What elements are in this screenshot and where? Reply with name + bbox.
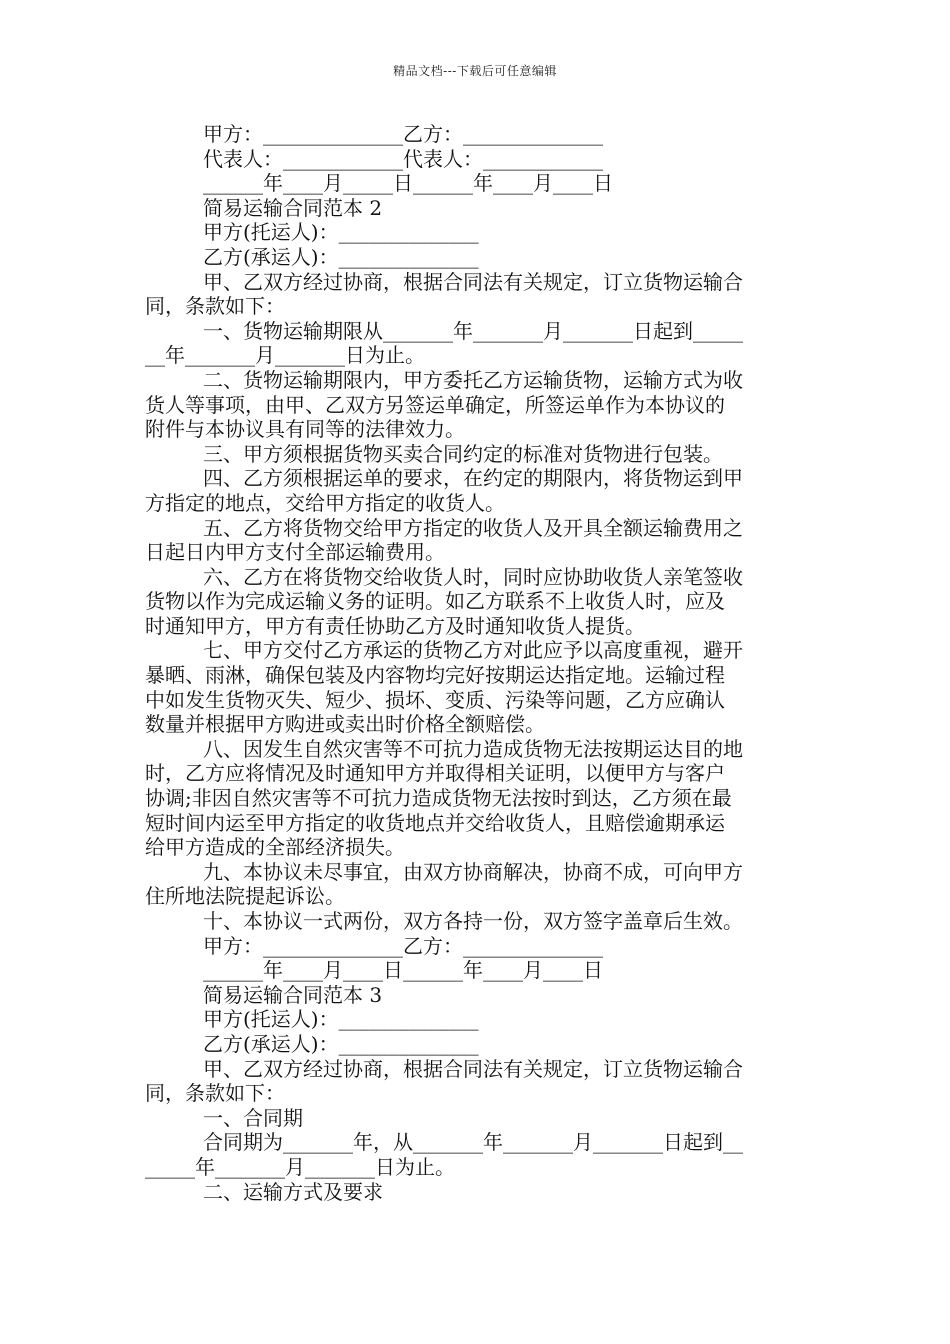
text-line: ______年____月____日______年____月____日 xyxy=(203,958,603,983)
text-line: 十、本协议一式两份，双方各持一份，双方签字盖章后生效。 xyxy=(203,909,743,933)
text-line: 代表人：____________代表人：____________ xyxy=(203,146,603,171)
text-line: 货物以作为完成运输义务的证明。如乙方联系不上收货人时，应及 xyxy=(145,589,725,614)
text-line: 简易运输合同范本 2 xyxy=(203,195,383,220)
text-line: 时通知甲方，甲方有责任协助乙方及时通知收货人提货。 xyxy=(145,613,645,638)
text-line: 时，乙方应将情况及时通知甲方并取得相关证明，以便甲方与客户 xyxy=(145,761,725,786)
text-line: 合同期为_______年，从_______年_______月_______日起到__ xyxy=(203,1130,743,1155)
text-line: 五、乙方将货物交给甲方指定的收货人及开具全额运输费用之 xyxy=(203,515,743,540)
text-line: 短时间内运至甲方指定的收货地点并交给收货人，且赔偿逾期承运 xyxy=(145,810,725,835)
text-line: ______年____月_____日______年____月____日 xyxy=(203,171,613,196)
text-line: 六、乙方在将货物交给收货人时，同时应协助收货人亲笔签收 xyxy=(203,564,743,589)
text-line: 货人等事项，由甲、乙双方另签运单确定，所签运单作为本协议的 xyxy=(145,392,725,417)
text-line: 一、合同期 xyxy=(203,1105,303,1130)
text-line: 一、货物运输期限从_______年_______月_______日起到_____ xyxy=(203,318,743,343)
text-line: 九、本协议未尽事宜，由双方协商解决，协商不成，可向甲方 xyxy=(203,859,743,884)
text-line: 乙方(承运人)：______________ xyxy=(203,244,479,269)
text-line: 甲、乙双方经过协商，根据合同法有关规定，订立货物运输合 xyxy=(203,269,743,294)
text-line: _____年_______月_______日为止。 xyxy=(145,1154,455,1179)
text-line: 简易运输合同范本 3 xyxy=(203,982,383,1007)
text-line: 日起日内甲方支付全部运输费用。 xyxy=(145,540,445,565)
document-body xyxy=(145,122,810,1204)
text-line: 住所地法院提起诉讼。 xyxy=(145,884,345,909)
text-line: 乙方(承运人)：______________ xyxy=(203,1031,479,1056)
text-line: 方指定的地点，交给甲方指定的收货人。 xyxy=(145,490,505,515)
text-line: 甲方：______________乙方：______________ xyxy=(203,933,603,958)
text-line: 七、甲方交付乙方承运的货物乙方对此应予以高度重视，避开 xyxy=(203,638,743,663)
text-line: 数量并根据甲方购进或卖出时价格全额赔偿。 xyxy=(145,712,545,737)
text-line: 二、货物运输期限内，甲方委托乙方运输货物，运输方式为收 xyxy=(203,367,743,392)
text-line: 给甲方造成的全部经济损失。 xyxy=(145,835,405,860)
text-line: 协调;非因自然灾害等不可抗力造成货物无法按时到达，乙方须在最 xyxy=(145,786,732,811)
text-line: 甲方(托运人)：______________ xyxy=(203,220,479,245)
text-line: 三、甲方须根据货物买卖合同约定的标准对货物进行包装。 xyxy=(203,441,723,466)
text-line: 甲、乙双方经过协商，根据合同法有关规定，订立货物运输合 xyxy=(203,1056,743,1081)
page-header: 精品文档---下载后可任意编辑 xyxy=(393,64,557,78)
text-line: 二、运输方式及要求 xyxy=(203,1179,383,1204)
text-line: __年_______月_______日为止。 xyxy=(145,343,425,368)
text-line: 同，条款如下： xyxy=(145,294,285,319)
text-line: 中如发生货物灭失、短少、损坏、变质、污染等问题，乙方应确认 xyxy=(145,687,725,712)
text-line: 附件与本协议具有同等的法律效力。 xyxy=(145,417,465,442)
text-line: 暴晒、雨淋，确保包装及内容物均完好按期运达指定地。运输过程 xyxy=(145,663,725,688)
text-line: 甲方：______________乙方：______________ xyxy=(203,122,603,146)
text-line: 八、因发生自然灾害等不可抗力造成货物无法按期运达目的地 xyxy=(203,736,743,761)
text-line: 四、乙方须根据运单的要求，在约定的期限内，将货物运到甲 xyxy=(203,466,743,491)
text-line: 甲方(托运人)：______________ xyxy=(203,1007,479,1032)
text-line: 同，条款如下： xyxy=(145,1081,285,1106)
